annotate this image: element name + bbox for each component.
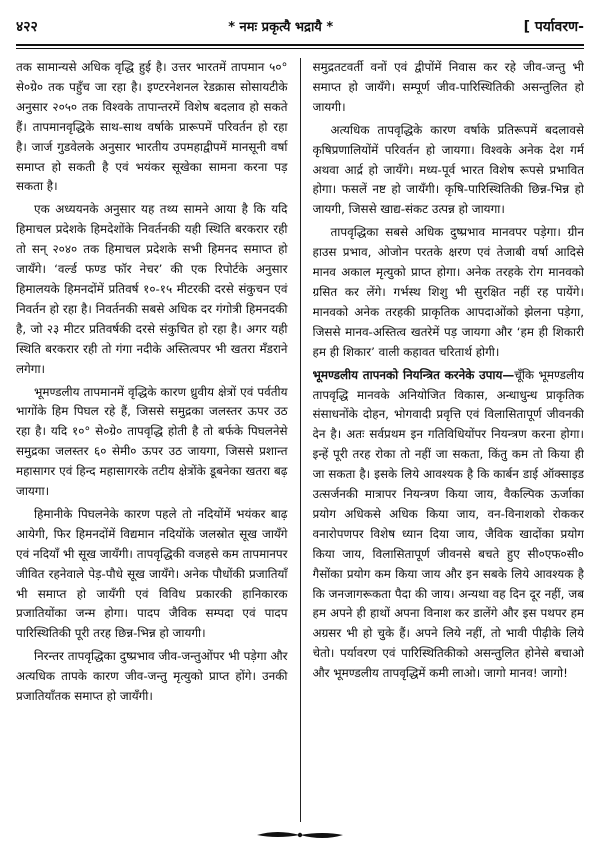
paragraph: तापवृद्धिका सबसे अधिक दुष्प्रभाव मानवपर पड़ेगा। ग्रीन हाउस प्रभाव, ओजोन परतके क्षरण एवं तेजाबी वर्षा आदिसे मानव अकाल मृत्युको प्राप्त होगा। अनेक तरहके रोग मानवको ग्रसित कर लेंगे। गर्भस्थ शिशु भी सुरक्षित नहीं रह पायेंगे। मानवको अनेक तरहकी प्राकृतिक आपदाओंको झेलना पड़ेगा, जिससे मानव-अस्तित्व खतरेमें पड़ जायगा और ‘हम ही शिकारी हम ही शिकार’ वाली कहावत चरितार्थ होगी। [312,225,584,359]
section-label: [ पर्यावरण- [523,18,584,35]
page-header [16,12,584,40]
paragraph-text: चूँकि भूमण्डलीय तापवृद्धि मानवके अनियोजित विकास, अन्धाधुन्ध प्राकृतिक संसाधनोंके दोहन, भोगवादी प्रवृत्ति एवं विलासितापूर्ण जीवनकी देन है। अतः सर्वप्रथम इन गतिविधियोंपर नियन्त्रण करना होगा। इन्हें पूरी तरह रोका तो नहीं जा सकता, किंतु कम तो किया ही जा सकता है। इसके लिये आवश्यक है कि कार्बन डाई ऑक्साइड उत्सर्जनकी मात्रापर नियन्त्रण किया जाय, वैकल्पिक ऊर्जाका प्रयोग अधिकसे अधिक किया जाय, वन-विनाशको रोककर वनारोपणपर विशेष ध्यान दिया जाय, जैविक खादोंका प्रयोग किया जाय, विलासितापूर्ण जीवनसे बचते हुए सी०एफ०सी० गैसोंका प्रयोग कम किया जाय और इन सबके लिये आवश्यक है कि जनजागरूकता पैदा की जाय। अन्यथा वह दिन दूर नहीं, जब हम अपने ही हाथों अपना विनाश कर डालेंगे और इस पथपर हम अग्रसर भी हो चुके हैं। अपने लिये नहीं, तो भावी पीढ़ीके लिये चेतो। पर्यावरण एवं पारिस्थितिकीको असन्तुलित होनेसे बचाओ और भूमण्डलीय तापवृद्धिमें कमी लाओ। जागो मानव! जागो! [312,367,584,681]
paragraph: हिमानीके पिघलनेके कारण पहले तो नदियोंमें भयंकर बाढ़ आयेगी, फिर हिमनदोंमें विद्यमान नदियोंके जलस्रोत सूख जायँगे एवं नदियाँ भी सूख जायँगी। तापवृद्धिकी वजहसे कम तापमानपर जीवित रहनेवाले पेड़-पौधे सूख जायँगे। अनेक पौधोंकी प्रजातियाँ भी समाप्त हो जायँगी एवं विविध प्रकारकी हानिकारक प्रजातियोंका जन्म होगा। पादप जैविक सम्पदा एवं पादप पारिस्थितिकी पूरी तरह छिन्न-भिन्न हो जायगी। [16,506,288,641]
header-rule [16,44,584,46]
article-body [16,58,584,822]
paragraph: समुद्रतटवर्ती वनों एवं द्वीपोंमें निवास कर रहे जीव-जन्तु भी समाप्त हो जायँगे। सम्पूर्ण जीव-पारिस्थितिकी असन्तुलित हो जायगी। [312,60,584,114]
paragraph: निरन्तर तापवृद्धिका दुष्प्रभाव जीव-जन्तुओंपर भी पड़ेगा और अत्यधिक तापके कारण जीव-जन्तु मृत्युको प्राप्त होंगे। उनकी प्रजातियाँतक समाप्त हो जायँगी। [16,649,288,704]
column-divider [300,58,301,822]
paragraph: भूमण्डलीय तापमानमें वृद्धिके कारण ध्रुवीय क्षेत्रों एवं पर्वतीय भागोंके हिम पिघल रहे हैं, जिससे समुद्रका जलस्तर ऊपर उठ रहा है। यदि १०° से०ग्रे० तापवृद्धि होती है तो बर्फके पिघलनेसे समुद्रका जलस्तर ६० सेमी० ऊपर उठ जायगा, जिससे प्रशान्त महासागर एवं हिन्द महासागरके तटीय क्षेत्रोंके डूबनेका खतरा बढ़ जायगा। [16,384,288,499]
paragraph-remedies [313,366,585,685]
paragraph: अत्यधिक तापवृद्धिके कारण वर्षाके प्रतिरूपमें बदलावसे कृषिप्रणालियोंमें परिवर्तन हो जायगा। विश्वके अनेक देश गर्म अथवा आर्द्र हो जायँगे। मध्य-पूर्व भारत विशेष रूपसे प्रभावित होगा। फसलें नष्ट हो जायँगी। कृषि-पारिस्थितिकी छिन्न-भिन्न हो जायगी, जिससे खाद्य-संकट उत्पन्न हो जायगा। [312,122,584,217]
footer-ornament [0,828,600,842]
right-column [313,58,585,822]
paragraph: एक अध्ययनके अनुसार यह तथ्य सामने आया है कि यदि हिमाचल प्रदेशके हिमदेशोंके निवर्तनकी यही स्थिति बरकरार रही तो सन् २०४० तक हिमाचल प्रदेशके सभी हिमनद समाप्त हो जायँगे। ‘वर्ल्ड फण्ड फॉर नेचर’ की एक रिपोर्टके अनुसार हिमालयके हिमनदोंमें प्रतिवर्ष १०-१५ मीटरकी दरसे संकुचन एवं निवर्तन हो रहा है। निवर्तनकी सबसे अधिक दर गंगोत्री हिमनदकी है, जो २३ मीटर प्रतिवर्षकी दरसे संकुचित हो रहा है। अगर यही स्थिति बरकरार रही तो गंगा नदीके अस्तित्वपर भी खतरा मँडराने लगेगा। [16,202,288,376]
header-rule-thin [16,48,584,49]
section-heading: भूमण्डलीय तापनको नियन्त्रित करनेके उपाय— [312,367,515,382]
paragraph: तक सामान्यसे अधिक वृद्धि हुई है। उत्तर भारतमें तापमान ५०° से०ग्रे० तक पहुँच जा रहा है। इण्टरनेशनल रेडक्रास सोसायटीके अनुसार २०५० तक विश्वके तापान्तरमें विशेष बदलाव हो सकते हैं। तापमानवृद्धिके साथ-साथ वर्षाके प्रारूपमें परिवर्तन हो रहा है। जार्ज गुडवेलके अनुसार भारतीय उपमहाद्वीपमें मानसूनी वर्षा समाप्त हो सकती है एवं भयंकर सूखेका सामना करना पड़ सकता है। [16,60,288,194]
ornament-icon [255,829,345,841]
left-column [16,58,288,822]
running-title: * नमः प्रकृत्यै भद्रायै * [228,20,334,35]
page-number: ४२२ [16,18,38,35]
